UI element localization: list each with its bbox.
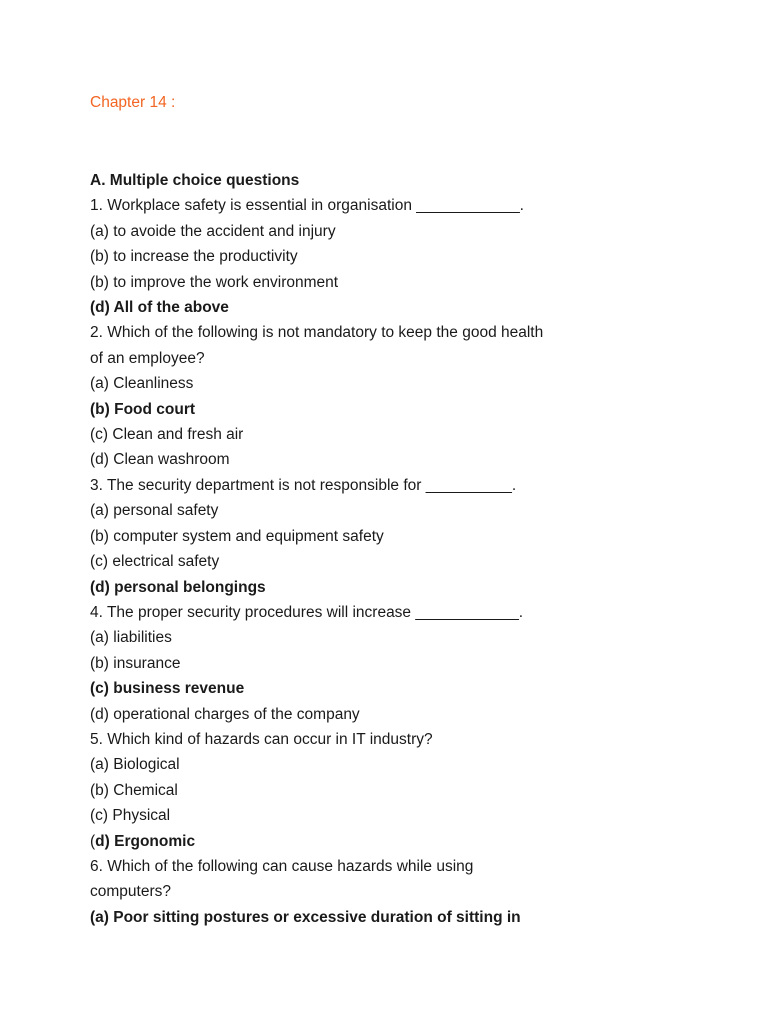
question-5-option-a: (a) Biological	[90, 756, 180, 774]
question-1-text: 1. Workplace safety is essential in organisation ____________.	[90, 197, 524, 215]
question-2-option-a: (a) Cleanliness	[90, 375, 194, 393]
section-heading: A. Multiple choice questions	[90, 172, 300, 189]
question-4-option-b: (b) insurance	[90, 654, 181, 672]
question-2-answer: (b) Food court	[90, 400, 196, 418]
question-2-option-c: (c) Clean and fresh air	[90, 426, 244, 444]
question-1-option-c: (b) to improve the work environment	[90, 273, 339, 291]
question-6-answer: (a) Poor sitting postures or excessive duration of sitting in	[90, 908, 521, 926]
question-2-option-d: (d) Clean washroom	[90, 451, 230, 469]
chapter-title: Chapter 14 :	[90, 94, 176, 111]
question-3-text: 3. The security department is not responsible for __________.	[90, 476, 517, 494]
mcq-section	[90, 168, 550, 930]
question-4-text: 4. The proper security procedures will increase ____________.	[90, 603, 524, 621]
question-3-option-b: (b) computer system and equipment safety	[90, 527, 384, 545]
question-2-text: 2. Which of the following is not mandatory to keep the good health of an employee?	[90, 324, 544, 367]
question-5-answer-letter: d)	[95, 832, 115, 850]
question-6-text: 6. Which of the following can cause hazards while using computers?	[90, 857, 474, 901]
question-1-answer: (d) All of the above	[90, 299, 229, 317]
question-1-option-a: (a) to avoide the accident and injury	[90, 222, 336, 240]
question-5-option-b: (b) Chemical	[90, 781, 178, 799]
question-3-answer: (d) personal belongings	[90, 578, 266, 596]
question-5-answer: Ergonomic	[114, 832, 196, 850]
question-3-option-c: (c) electrical safety	[90, 553, 220, 571]
question-5-option-c: (c) Physical	[90, 807, 171, 825]
question-4-option-d: (d) operational charges of the company	[90, 705, 360, 723]
question-5-answer-line: (d) Ergonomic	[90, 832, 196, 850]
question-5-text: 5. Which kind of hazards can occur in IT industry?	[90, 730, 433, 748]
question-4-option-a: (a) liabilities	[90, 629, 172, 647]
question-4-answer: (c) business revenue	[90, 680, 245, 698]
question-3-option-a: (a) personal safety	[90, 502, 219, 520]
question-1-option-b: (b) to increase the productivity	[90, 248, 298, 266]
